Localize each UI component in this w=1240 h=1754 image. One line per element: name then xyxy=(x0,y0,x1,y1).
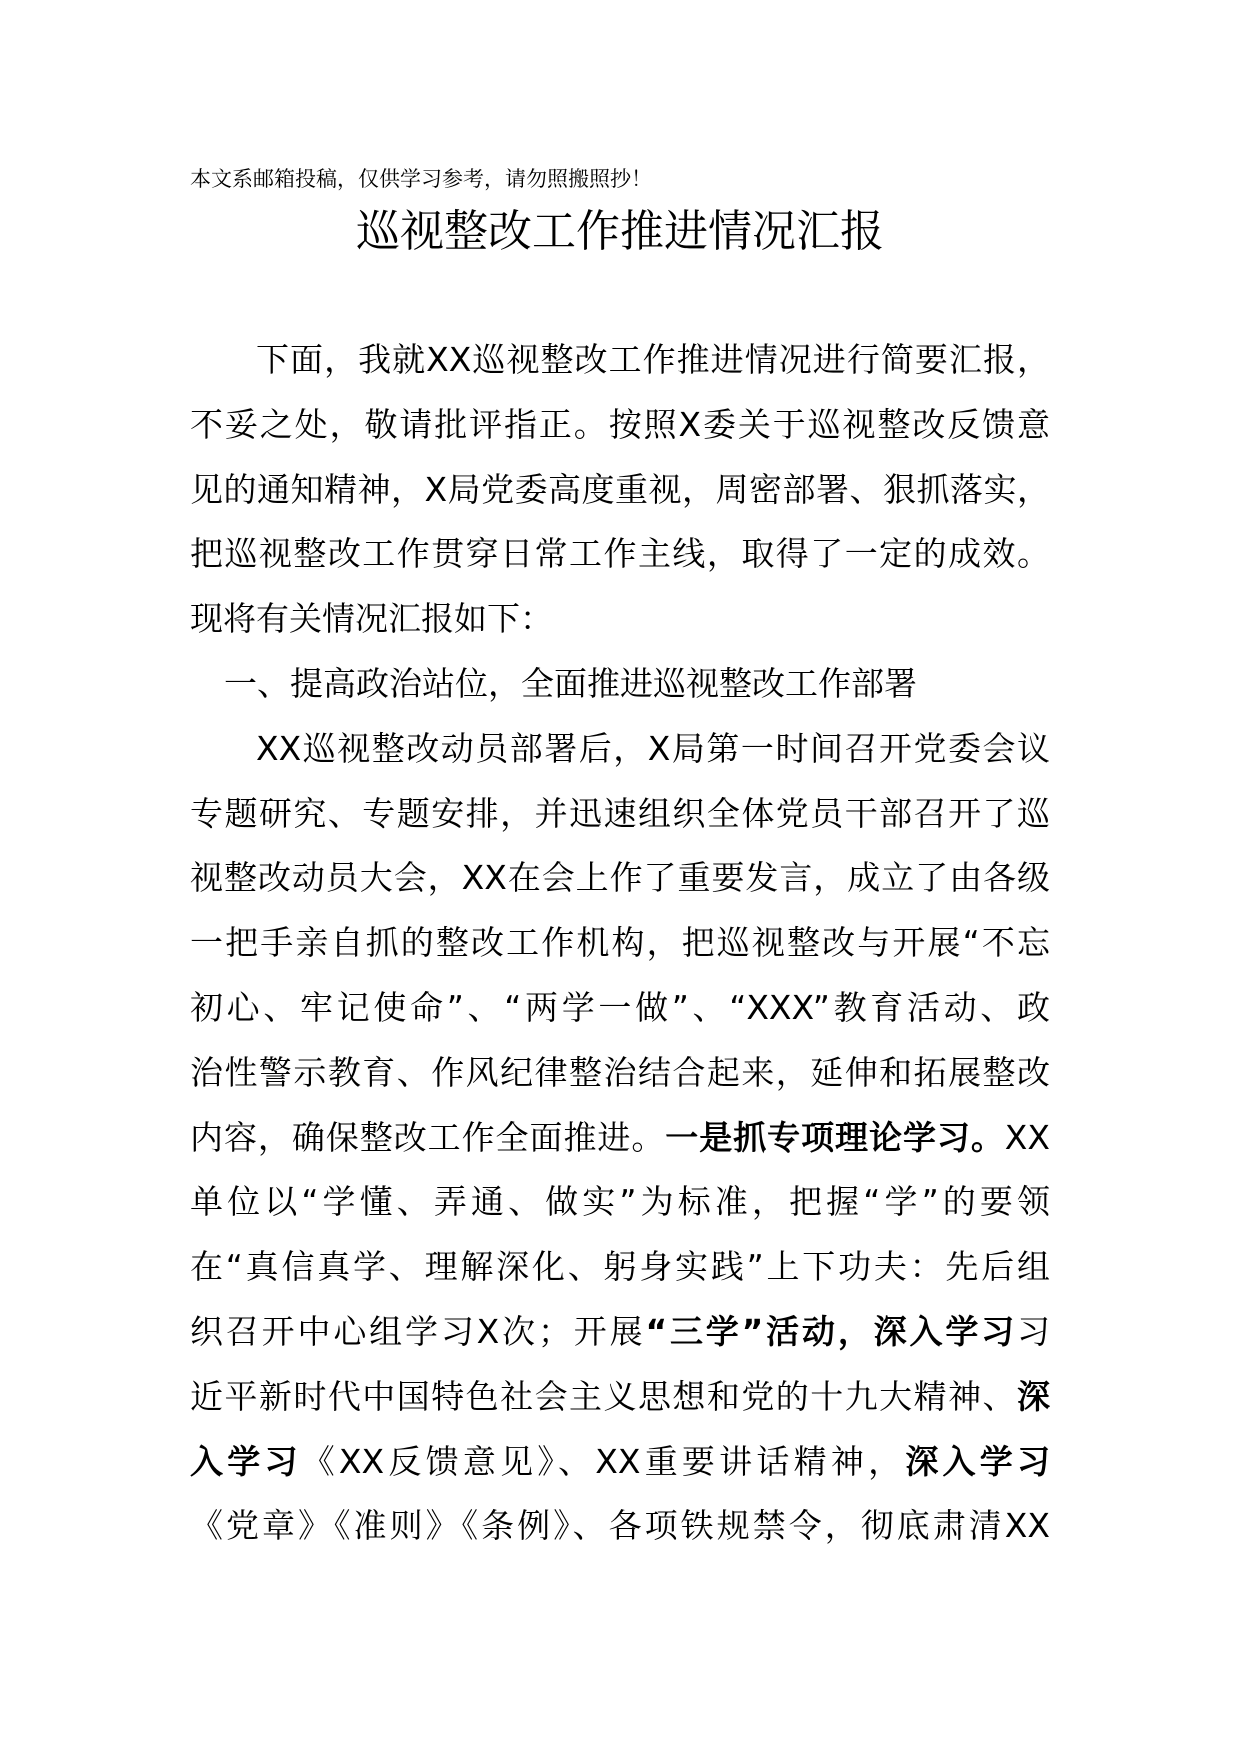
text-segment: 在“真信真学、理解深化、躬身实践”上下功夫：先后组 xyxy=(190,1247,1050,1287)
text-line xyxy=(190,1106,1050,1171)
text-segment: 一把手亲自抓的整改工作机构，把巡视整改与开展“不忘 xyxy=(190,923,1050,963)
text-segment: 织召开中心组学习X次；开展 xyxy=(190,1311,646,1351)
text-segment: 见的通知精神，X局党委高度重视，周密部署、狠抓落实， xyxy=(190,469,1050,509)
text-segment: 单位以“学懂、弄通、做实”为标准，把握“学”的要领 xyxy=(190,1182,1050,1222)
text-line xyxy=(190,393,1050,458)
text-line xyxy=(190,1235,1050,1300)
document-body xyxy=(190,328,1050,1559)
text-segment: 把巡视整改工作贯穿日常工作主线，取得了一定的成效。 xyxy=(190,534,1050,574)
text-line xyxy=(190,522,1050,587)
text-line xyxy=(190,1041,1050,1106)
text-line xyxy=(190,911,1050,976)
text-segment: 治性警示教育、作风纪律整治结合起来，延伸和拓展整改 xyxy=(190,1052,1050,1092)
text-line xyxy=(190,1430,1050,1495)
text-line xyxy=(190,717,1050,782)
text-line xyxy=(190,846,1050,911)
text-segment: 近平新时代中国特色社会主义思想和党的十九大精神、 xyxy=(190,1376,1017,1416)
text-segment: 不妥之处，敬请批评指正。按照X委关于巡视整改反馈意 xyxy=(190,404,1050,444)
text-line xyxy=(190,458,1050,523)
text-segment: 《党章》《准则》《条例》、各项铁规禁令，彻底肃清XX xyxy=(190,1506,1050,1546)
text-segment: 下面，我就XX巡视整改工作推进情况进行简要汇报， xyxy=(256,340,1050,379)
text-segment: 内容，确保整改工作全面推进。 xyxy=(190,1117,666,1157)
text-line xyxy=(190,1170,1050,1235)
bold-text: 一是抓专项理论学习。 xyxy=(665,1117,1005,1157)
text-line xyxy=(190,587,1050,652)
text-segment: 现将有关情况汇报如下： xyxy=(190,599,553,639)
section-heading xyxy=(190,652,1050,717)
document-title: 巡视整改工作推进情况汇报 xyxy=(356,206,884,257)
text-segment: 习 xyxy=(1017,1311,1050,1351)
text-line xyxy=(190,782,1050,847)
text-segment: 视整改动员大会，XX在会上作了重要发言，成立了由各级 xyxy=(190,858,1050,898)
text-line xyxy=(190,328,1050,393)
text-line xyxy=(190,1300,1050,1365)
bold-text: “三学”活动，深入学习 xyxy=(645,1311,1017,1351)
text-segment: XX巡视整改动员部署后，X局第一时间召开党委会议 xyxy=(256,728,1050,768)
copyright-note: 本文系邮箱投稿，仅供学习参考，请勿照搬照抄！ xyxy=(190,167,652,191)
bold-text: 深 xyxy=(1017,1376,1050,1416)
text-segment: XX xyxy=(1004,1117,1051,1157)
text-line xyxy=(190,1494,1050,1559)
text-segment: 专题研究、专题安排，并迅速组织全体党员干部召开了巡 xyxy=(190,793,1050,833)
text-line xyxy=(190,976,1050,1041)
text-segment: 《XX反馈意见》、XX重要讲话精神， xyxy=(301,1441,906,1481)
bold-text: 深入学习 xyxy=(905,1441,1051,1481)
text-segment: 初心、牢记使命”、“两学一做”、“XXX”教育活动、政 xyxy=(190,987,1050,1027)
text-line xyxy=(190,1365,1050,1430)
bold-text: 入学习 xyxy=(190,1441,302,1481)
text-segment: 一、提高政治站位，全面推进巡视整改工作部署 xyxy=(224,663,917,703)
